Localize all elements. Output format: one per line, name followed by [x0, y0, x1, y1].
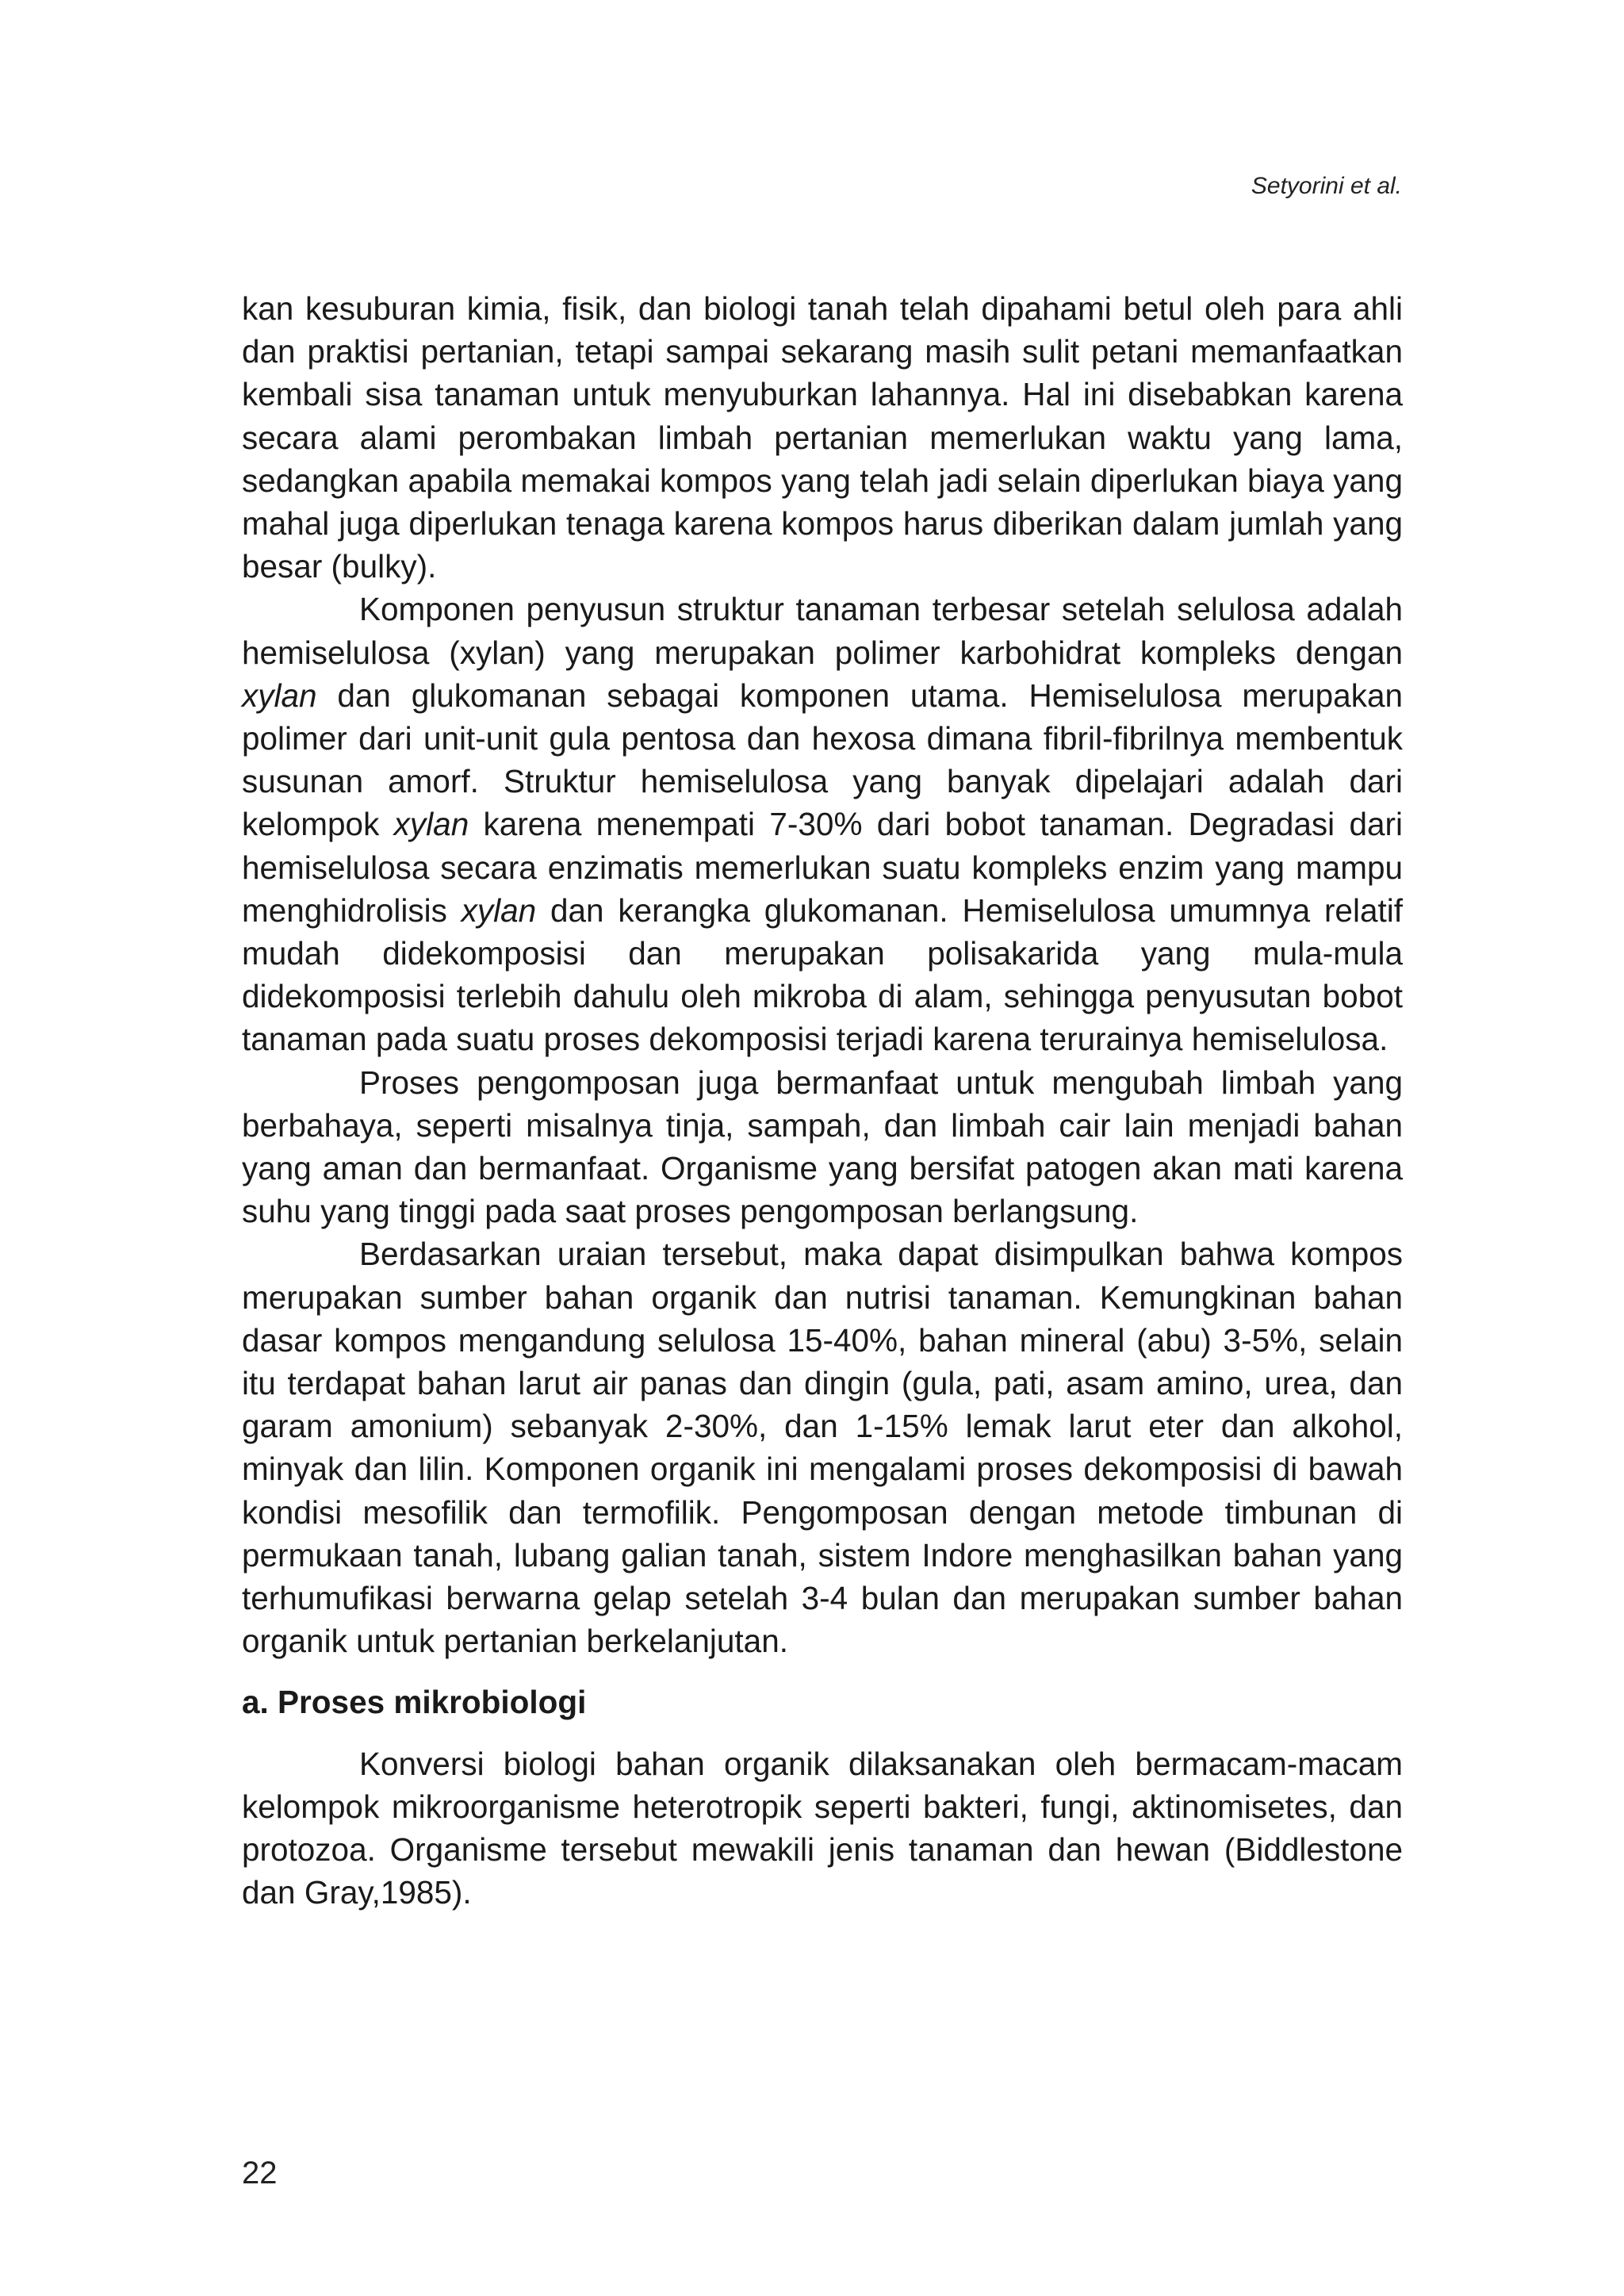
- paragraph: [242, 1232, 1403, 1662]
- running-header-author: Setyorini et al.: [1251, 173, 1402, 199]
- italic-term: xylan: [461, 891, 537, 929]
- paragraph: [242, 588, 1403, 1060]
- section-paragraph-group: [242, 1742, 1403, 1915]
- page-number: 22: [242, 2156, 278, 2191]
- text-span: dan kerangka glukomanan. Hemiselulosa umumnya relatif mudah didekomposisi dan merupakan polisakarida yang mula-mula didekomposisi terlebih dahulu oleh mikroba di alam, sehingga penyusutan bobot tanaman pada suatu proses dekomposisi terjadi karena terurainya hemiselulosa.: [242, 891, 1403, 1058]
- text-span: Berdasarkan uraian tersebut, maka dapat disimpulkan bahwa kompos merupakan sumber bahan organik dan nutrisi tanaman. Kemungkinan bahan dasar kompos mengandung selulosa 15-40%, bahan mineral (abu) 3-5%, selain itu terdapat bahan larut air panas dan dingin (gula, pati, asam amino, urea, dan garam amonium) sebanyak 2-30%, dan 1-15% lemak larut eter dan alkohol, minyak dan lilin. Komponen organik ini mengalami proses dekomposisi di bawah kondisi mesofilik dan termofilik. Pengomposan dengan metode timbunan di permukaan tanah, lubang galian tanah, sistem Indore menghasilkan bahan yang terhumufikasi berwarna gelap setelah 3-4 bulan dan merupakan sumber bahan organik untuk pertanian berkelanjutan.: [242, 1236, 1403, 1660]
- text-span: kan kesuburan kimia, fisik, dan biologi tanah telah dipahami betul oleh para ahli dan praktisi pertanian, tetapi sampai sekarang masih sulit petani memanfaatkan kembali sisa tanaman untuk menyuburkan lahannya. Hal ini disebabkan karena secara alami perombakan limbah pertanian memerlukan waktu yang lama, sedangkan apabila memakai kompos yang telah jadi selain diperlukan biaya yang mahal juga diperlukan tenaga karena kompos harus diberikan dalam jumlah yang besar (bulky).: [242, 290, 1403, 585]
- text-span: karena menempati 7-30% dari bobot tanaman. Degradasi dari hemiselulosa secara enzimatis memerlukan suatu kompleks enzim yang mampu menghidrolisis: [242, 806, 1403, 929]
- italic-term: xylan: [242, 677, 317, 714]
- italic-term: xylan: [393, 806, 469, 843]
- paragraph: [242, 1061, 1403, 1233]
- paragraph: [242, 1742, 1403, 1915]
- paragraph-group: [242, 287, 1403, 1663]
- body-text: [242, 287, 1403, 1914]
- text-span: Konversi biologi bahan organik dilaksanakan oleh bermacam-macam kelompok mikroorganisme heterotropik seperti bakteri, fungi, aktinomisetes, dan protozoa. Organisme tersebut mewakili jenis tanaman dan hewan (Biddlestone dan Gray,1985).: [242, 1745, 1403, 1911]
- text-span: dan glukomanan sebagai komponen utama. Hemiselulosa merupakan polimer dari unit-unit gula pentosa dan hexosa dimana fibril-fibrilnya membentuk susunan amorf. Struktur hemiselulosa yang banyak dipelajari adalah dari kelompok: [242, 677, 1403, 843]
- text-span: Proses pengomposan juga bermanfaat untuk mengubah limbah yang berbahaya, seperti misalnya tinja, sampah, dan limbah cair lain menjadi bahan yang aman dan bermanfaat. Organisme yang bersifat patogen akan mati karena suhu yang tinggi pada saat proses pengomposan berlangsung.: [242, 1064, 1403, 1230]
- section-heading: a. Proses mikrobiologi: [242, 1683, 587, 1720]
- paragraph: [242, 287, 1403, 588]
- text-span: Komponen penyusun struktur tanaman terbesar setelah selulosa adalah hemiselulosa (xylan) yang merupakan polimer karbohidrat kompleks dengan: [242, 591, 1403, 671]
